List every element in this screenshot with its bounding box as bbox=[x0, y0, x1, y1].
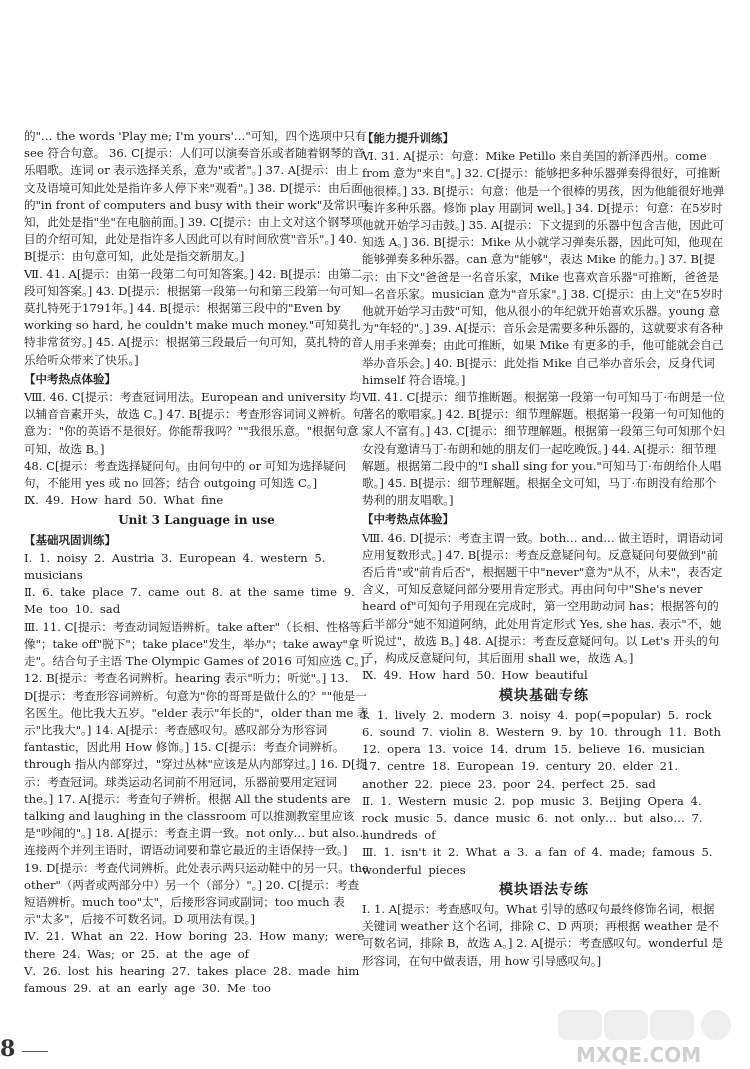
section-heading-zhongkao: 【中考热点体验】 bbox=[24, 371, 116, 386]
answer-paragraph: Ⅲ. 1. isn't it 2. What a 3. a fan of 4. made; famous 5. wonderful pieces bbox=[362, 845, 713, 877]
unit-title: Unit 3 Language in use bbox=[118, 513, 275, 528]
watermark-text: MXQE.COM bbox=[576, 1043, 702, 1067]
answer-paragraph: Ⅱ. 6. take place 7. came out 8. at the same time 9. Me too 10. sad bbox=[24, 585, 355, 617]
module-base-title: 模块基础专练 bbox=[499, 687, 589, 704]
page-number: 8 bbox=[0, 1036, 16, 1062]
answer-paragraph: Ⅶ. 41. C[提示：细节推断题。根据第一段第一句可知马丁·布朗是一位著名的歌唱家。] 42. B[提示：细节理解题。根据第一段第一句可知他的家人不富有。] 43. C[提示：细节理解题。根据第一段第三句可知那个妇女没有邀请马丁·布朗和她的朋友们一起吃晚饭。] 44. A[提示：细节理解题。根据第二段中的"I shall sing for you."可知马丁·布朗给仆人唱歌。] 45. B[提示：细节理解题。根据全文可知，马丁·布朗没有给那个势利的朋友唱歌。] bbox=[362, 390, 725, 508]
section-heading-jichu: 【基础巩固训练】 bbox=[24, 532, 116, 547]
section-heading-zhongkao: 【中考热点体验】 bbox=[362, 512, 454, 527]
answer-paragraph: Ⅴ. 26. lost his hearing 27. takes place 28. made him famous 29. at an early age 30. Me too bbox=[24, 963, 360, 995]
answer-paragraph: Ⅰ. 1. lively 2. modern 3. noisy 4. pop(=popular) 5. rock 6. sound 7. violin 8. Western 9. by 10. through 11. Both 12. opera 13. voice 14. drum 15. believe 16. musician 17. centre 18. European 19. century 20. elder 21. another 22. piece 23. poor 24. perfect 25. sad bbox=[362, 707, 721, 791]
answer-paragraph: Ⅵ. 31. A[提示：句意：Mike Petillo 来自美国的新泽西州。come from 意为"来自"。] 32. C[提示：能够把多种乐器弹奏得很好，可推断他很棒。] 33. B[提示：句意：他是一个很棒的男孩，因为他能很好地弹奏许多种乐器。修饰 play 用副词 well。] 34. D[提示：句意：在5岁时他就开始学习击鼓。] 35. A[提示：下文提到的乐器中包含吉他，因此可知选 A。] 36. B[提示：Mike 从小就学习弹奏乐器，因此可知，他现在能够弹奏多种乐器。can 意为"能够"，表达 Mike 的能力。] 37. B[提示：由下文"爸爸是一名音乐家，Mike 也喜欢音乐器"可推断，爸爸是一名音乐家。musician 意为"音乐家"。] 38. C[提示：由上文"在5岁时他就开始学习击鼓"可知，他从很小的年纪就开始喜欢乐器。young 意为"年轻的"。] 39. A[提示：音乐会是需要多种乐器的，这就要求有各种人用手来弹奏；由此可推断，如果 Mike 有更多的手，他可能就会自己举办音乐会。] 40. B[提示：此处指 Mike 自己举办音乐会，反身代词 himself 符合语境。] bbox=[362, 149, 725, 387]
right-column bbox=[362, 128, 726, 970]
answer-paragraph: Ⅸ. 49. How hard 50. What fine bbox=[24, 493, 224, 508]
answer-paragraph: Ⅰ. 1. noisy 2. Austria 3. European 4. western 5. musicians bbox=[24, 550, 326, 583]
answer-paragraph: Ⅳ. 21. What an 22. How boring 23. How many; were there 24. Was; or 25. at the age of bbox=[24, 929, 365, 961]
answer-paragraph: 的"… the words 'Play me; I'm yours'…"可知，四个选项中只有 see 符合句意。 36. C[提示：人们可以演奏音乐或者随着钢琴的音乐唱歌。连词 or 表示选择关系，意为"或者"。] 37. A[提示：由上文及语境可知此处是指许多人停下来"观看"。] 38. D[提示：由后面的"in front of computers and busy with their work"及常识可知，此处是指"坐"在电脑前面。] 39. C[提示：由上文对这个钢琴项目的介绍可知，此处是指许多人因此可以有时间欣赏"音乐"。] 40. B[提示：由句意可知，此处是指交新朋友。] bbox=[24, 129, 369, 264]
section-heading-nengli: 【能力提升训练】 bbox=[362, 131, 454, 145]
answer-paragraph: Ⅷ. 46. D[提示：考查主谓一致。both… and… 做主语时，谓语动词应用复数形式。] 47. B[提示：考查反意疑问句。反意疑问句要做到"前否后肯"或"前肯后否"，根据题干中"never"意为"从不，从未"，表否定含义，可知反意疑问部分要用肯定形式。再由问句中"She's never heard of"可知句子用现在完成时，第一空用助动词 has；根据答句的后半部分"她不知道阿纳，此处用肯定形式 Yes, she has. 表示"不，她听说过"，故选 B。] 48. A[提示：考查反意疑问句。以 Let's 开头的句子，构成反意疑问句，其后面用 shall we，故选 A。] bbox=[362, 530, 723, 666]
page-number-rule bbox=[22, 1051, 48, 1052]
watermark-logo bbox=[556, 1008, 736, 1068]
answer-paragraph: Ⅸ. 49. How hard 50. How beautiful bbox=[362, 668, 588, 683]
module-grammar-title: 模块语法专练 bbox=[499, 881, 589, 898]
answer-paragraph: Ⅰ. 1. A[提示：考查感叹句。What 引导的感叹句最终修饰名词，根据关键词 weather 这个名词，排除 C、D 两项；再根据 weather 是不可数名词，排除 B，故选 A。] 2. A[提示：考查感叹句。wonderful 是形容词，在句中做表语，用 how 引导感叹句。] bbox=[362, 901, 724, 968]
answer-paragraph: Ⅷ. 46. C[提示：考查冠词用法。European and university 均以辅音音素开头，故选 C。] 47. B[提示：考查形容词词义辨析。句意为："你的英语不是很好。你能帮我吗？""我很乐意。"根据句意可知，故选 B。] bbox=[24, 390, 364, 456]
answer-paragraph: 48. C[提示：考查选择疑问句。由问句中的 or 可知为选择疑问句，不能用 yes 或 no 回答；结合 outgoing 可知选 C。] bbox=[24, 458, 347, 491]
answer-paragraph: Ⅲ. 11. C[提示：考查动词短语辨析。take after"（长相、性格等）像"；take off"脱下"；take place"发生，举办"；take away"拿走"。结合句子主语 The Olympic Games of 2016 可知应选 C。] 12. B[提示：考查名词辨析。hearing 表示"听力；听觉"。] 13. D[提示：考查形容词辨析。句意为"你的哥哥是做什么的？""他是一名医生。他比我大五岁。"elder 表示"年长的"，older than me 表示"比我大"。] 14. A[提示：考查感叹句。感叹部分为形容词 fantastic，因此用 How 修饰。] 15. C[提示：考查介词辨析。through 指从内部穿过，"穿过丛林"应该是从内部穿过。] 16. D[提示：考查冠词。球类运动名词前不用冠词，乐器前要用定冠词 the。] 17. A[提示：考查句子辨析。根据 All the students are talking and laughing in the classroom 可以推测教室里应该是"吵闹的"。] 18. A[提示：考查主谓一致。not only… but also… 连接两个并列主语时，谓语动词要和靠它最近的主语保持一致。] 19. D[提示：考查代词辨析。此处表示两只运动鞋中的另一只。the other"（两者或两部分中）另一个（部分）"。] 20. C[提示：考查短语辨析。much too"太"，后接形容词或副词；too much 表示"太多"，后接不可数名词。D 项用法有误。] bbox=[24, 619, 369, 927]
left-column bbox=[24, 128, 369, 997]
answer-paragraph: Ⅱ. 1. Western music 2. pop music 3. Beijing Opera 4. rock music 5. dance music 6. not only… but also… 7. hundreds of bbox=[362, 793, 703, 843]
answer-paragraph: Ⅶ. 41. A[提示：由第一段第二句可知答案。] 42. B[提示：由第二段可知答案。] 43. D[提示：根据第一段第一句和第三段第一句可知莫扎特死于1791年。] 44. B[提示：根据第三段中的"Even by working so hard, he couldn't make much money."可知莫扎特非常贫穷。] 45. A[提示：根据第三段最后一句可知，莫扎特的音乐给听众带来了快乐。] bbox=[24, 266, 364, 367]
